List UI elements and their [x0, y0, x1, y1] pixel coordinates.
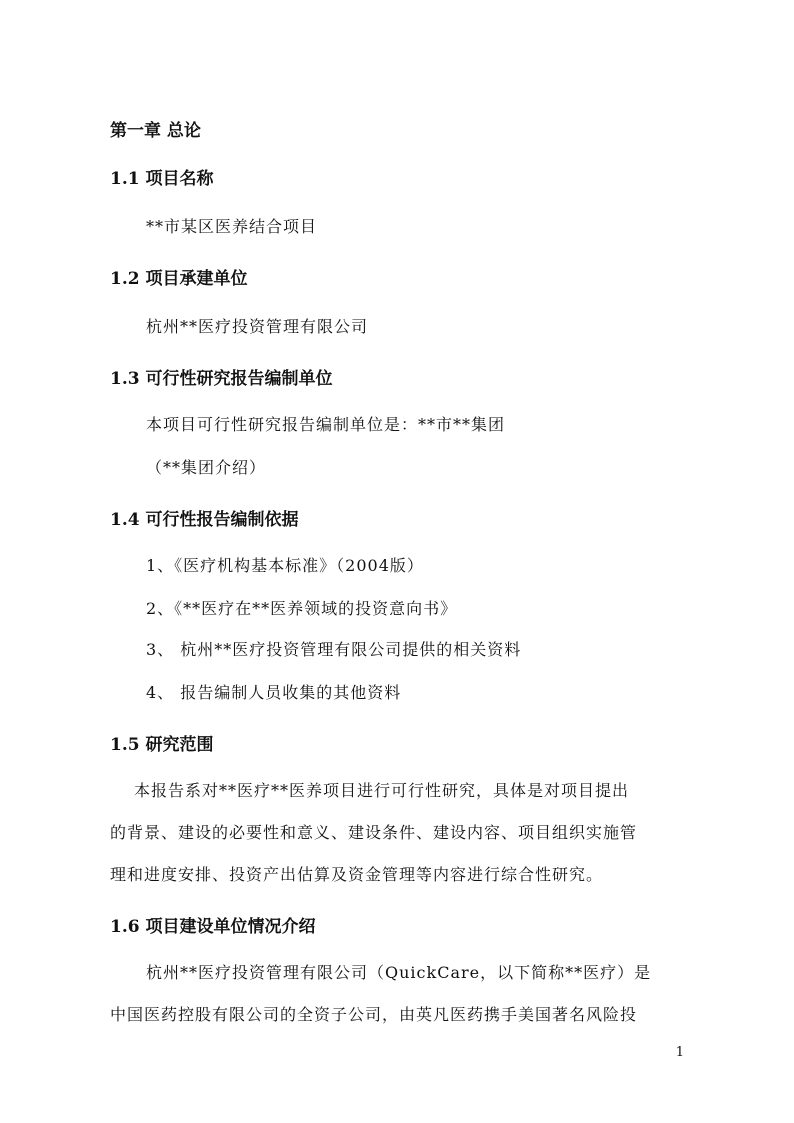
- scope-line-2: 的背景、建设的必要性和意义、建设条件、建设内容、项目组织实施管: [110, 823, 638, 842]
- chapter-title: 第一章 总论: [110, 121, 201, 141]
- contractor-text: 杭州**医疗投资管理有限公司: [146, 317, 369, 336]
- scope-line-3: 理和进度安排、投资产出估算及资金管理等内容进行综合性研究。: [110, 865, 604, 884]
- project-name-text: **市某区医养结合项目: [146, 217, 318, 236]
- page-number: 1: [675, 1045, 684, 1060]
- basis-item-4: 4、 报告编制人员收集的其他资料: [146, 683, 402, 702]
- preparer-text: 本项目可行性研究报告编制单位是：**市**集团: [146, 415, 506, 434]
- section-heading-1-5: 1.5 研究范围: [110, 735, 214, 755]
- preparer-note: （**集团介绍）: [146, 458, 267, 477]
- basis-item-3: 3、 杭州**医疗投资管理有限公司提供的相关资料: [146, 640, 522, 659]
- intro-line-2: 中国医药控股有限公司的全资子公司，由英凡医药携手美国著名风险投: [110, 1005, 638, 1024]
- basis-item-1: 1、《医疗机构基本标准》（2004版）: [146, 556, 424, 575]
- section-heading-1-4: 1.4 可行性报告编制依据: [110, 510, 299, 530]
- intro-line-1: 杭州**医疗投资管理有限公司（QuickCare，以下简称**医疗）是: [146, 963, 652, 982]
- section-heading-1-6: 1.6 项目建设单位情况介绍: [110, 917, 316, 937]
- section-heading-1-3: 1.3 可行性研究报告编制单位: [110, 369, 333, 389]
- section-heading-1-2: 1.2 项目承建单位: [110, 269, 248, 289]
- basis-item-2: 2、《**医疗在**医养领域的投资意向书》: [146, 599, 458, 618]
- section-heading-1-1: 1.1 项目名称: [110, 169, 214, 189]
- scope-line-1: 本报告系对**医疗**医养项目进行可行性研究，具体是对项目提出: [134, 781, 630, 800]
